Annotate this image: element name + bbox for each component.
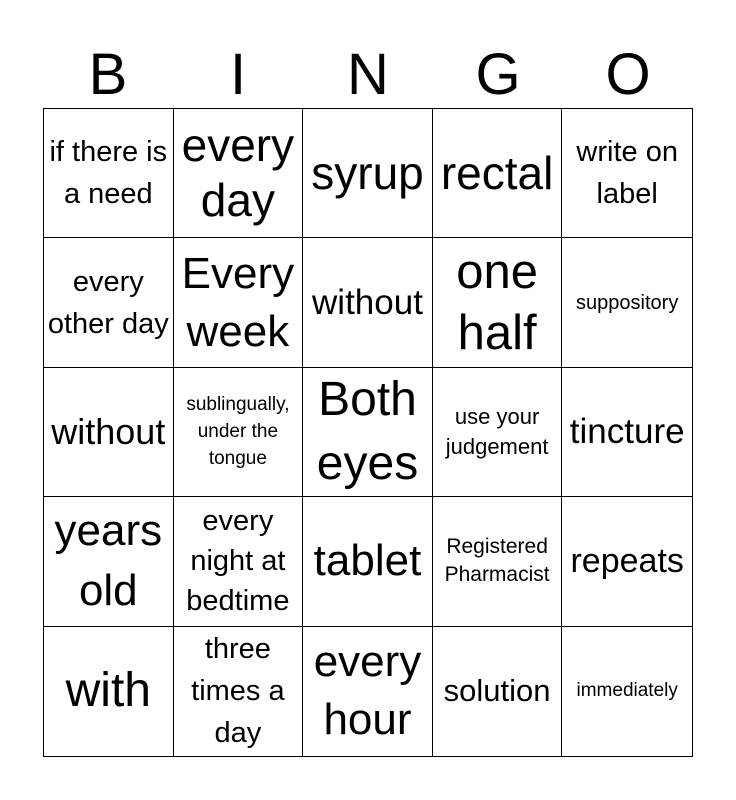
cell-text: without xyxy=(51,410,166,452)
bingo-cell[interactable] xyxy=(44,238,174,367)
bingo-cell[interactable] xyxy=(303,627,433,756)
bingo-cell[interactable] xyxy=(174,109,304,238)
bingo-cell[interactable] xyxy=(433,238,563,367)
header-letter-g: G xyxy=(475,42,521,107)
cell-text: repeats xyxy=(570,542,684,581)
header-letter-i: I xyxy=(229,42,247,107)
cell-text: tincture xyxy=(569,411,685,451)
cell-text: sublingually, under the tongue xyxy=(186,394,290,470)
bingo-cell[interactable] xyxy=(303,368,433,497)
cell-text: if there is a need xyxy=(49,136,168,211)
bingo-cell[interactable] xyxy=(174,497,304,626)
header-letter-b: B xyxy=(88,42,128,107)
header-letter-n: N xyxy=(347,42,389,107)
bingo-cell[interactable] xyxy=(562,368,692,497)
bingo-cell[interactable] xyxy=(303,238,433,367)
bingo-cell[interactable] xyxy=(44,109,174,238)
cell-text: write on label xyxy=(576,136,678,211)
cell-text: years old xyxy=(54,506,163,616)
bingo-cell[interactable] xyxy=(174,368,304,497)
cell-text: with xyxy=(65,664,151,718)
bingo-cell[interactable] xyxy=(433,368,563,497)
cell-text: every hour xyxy=(313,637,422,745)
bingo-cell[interactable] xyxy=(174,627,304,756)
cell-text: every other day xyxy=(47,265,169,340)
cell-text: without xyxy=(312,282,423,322)
cell-text: solution xyxy=(443,673,551,709)
bingo-cell[interactable] xyxy=(433,627,563,756)
header-letter-o: O xyxy=(605,42,651,107)
bingo-cell[interactable] xyxy=(44,368,174,497)
bingo-cell[interactable] xyxy=(562,109,692,238)
bingo-cell[interactable] xyxy=(562,497,692,626)
cell-text: immediately xyxy=(576,680,678,702)
bingo-cell[interactable] xyxy=(562,627,692,756)
cell-text: Both eyes xyxy=(316,372,419,490)
bingo-cell[interactable] xyxy=(303,109,433,238)
bingo-cell[interactable] xyxy=(562,238,692,367)
bingo-cell[interactable] xyxy=(303,497,433,626)
cell-text: tablet xyxy=(313,536,422,586)
cell-text: use your judgement xyxy=(445,403,549,459)
bingo-cell[interactable] xyxy=(44,627,174,756)
bingo-cell[interactable] xyxy=(433,109,563,238)
cell-text: every day xyxy=(181,119,295,227)
cell-text: three times a day xyxy=(191,633,285,750)
bingo-cell[interactable] xyxy=(174,238,304,367)
cell-text: suppository xyxy=(576,291,679,314)
cell-text: Every week xyxy=(181,248,295,356)
bingo-cell[interactable] xyxy=(433,497,563,626)
bingo-cell[interactable] xyxy=(44,497,174,626)
cell-text: one half xyxy=(456,244,538,360)
bingo-header xyxy=(43,42,693,108)
cell-text: rectal xyxy=(440,146,554,199)
cell-text: Registered Pharmacist xyxy=(444,535,550,587)
cell-text: syrup xyxy=(311,146,424,199)
cell-text: every night at bedtime xyxy=(186,505,290,618)
bingo-board xyxy=(43,108,693,757)
